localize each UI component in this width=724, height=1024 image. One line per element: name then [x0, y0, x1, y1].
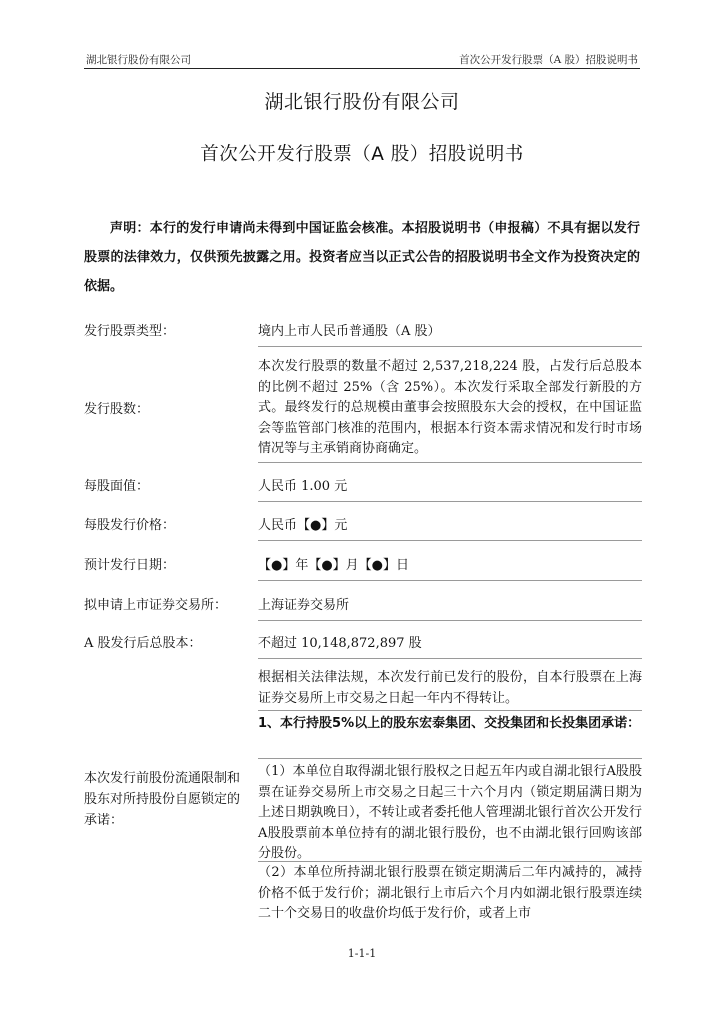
- exchange-label: 拟申请上市证券交易所：: [84, 598, 228, 613]
- lockup-heading: 1、本行持股5%以上的股东宏泰集团、交投集团和长投集团承诺：: [258, 716, 641, 731]
- total-capital-value: 不超过 10,148,872,897 股: [258, 636, 422, 651]
- par-value-value: 人民币 1.00 元: [258, 479, 348, 494]
- issue-date-label: 预计发行日期：: [84, 558, 176, 573]
- shares-value: 本次发行股票的数量不超过 2,537,218,224 股，占发行后总股本的比例不超过 25%（含 25%）。本次发行采取全部发行新股的方式。最终发行的总规模由董事会按照股东大会的授权，在中国证监会等监管部门核准的范围内，根据本行资本需求情况和发行时市场情况等与主承销商协商确定。: [258, 359, 642, 456]
- stock-type-value: 境内上市人民币普通股（A 股）: [258, 324, 441, 339]
- separator: [258, 540, 642, 541]
- separator: [258, 580, 642, 581]
- total-capital-label: A 股发行后总股本：: [84, 636, 202, 651]
- issue-price-value: 人民币【●】元: [258, 518, 348, 533]
- issue-price-label: 每股发行价格：: [84, 518, 176, 533]
- separator: [258, 346, 642, 347]
- shares-label: 发行股数：: [84, 402, 150, 417]
- header-doc-title: 首次公开发行股票（A 股）招股说明书: [459, 54, 638, 66]
- separator: [258, 710, 642, 711]
- running-header: [84, 50, 640, 69]
- lockup-label: 本次发行前股份流通限制和股东对所持股份自愿锁定的承诺：: [84, 771, 241, 828]
- declaration: 声明：本行的发行申请尚未得到中国证监会核准。本招股说明书（申报稿）不具有据以发行股票的法律效力，仅供预先披露之用。投资者应当以正式公告的招股说明书全文作为投资决定的依据。: [84, 221, 640, 294]
- lockup-item-2: （2）本单位所持湖北银行股票在锁定期满后二年内减持的，减持价格不低于发行价；湖北银行上市后六个月内如湖北银行股票连续二十个交易日的收盘价均低于发行价，或者上市: [258, 865, 642, 921]
- page-number: 1-1-1: [347, 947, 377, 960]
- separator: [258, 501, 642, 502]
- issue-date-value: 【●】年【●】月【●】日: [258, 558, 410, 573]
- separator: [258, 620, 642, 621]
- document-title: 首次公开发行股票（A 股）招股说明书: [200, 144, 524, 165]
- lockup-item-1: （1）本单位自取得湖北银行股权之日起五年内或自湖北银行A股股票在证券交易所上市交易之日起三十六个月内（锁定期届满日期为上述日期孰晚日），不转让或者委托他人管理湖北银行首次公开发行A股股票前本单位持有的湖北银行股份，也不由湖北银行回购该部分股份。: [258, 764, 642, 861]
- separator: [258, 861, 642, 862]
- header-company: 湖北银行股份有限公司: [86, 54, 191, 66]
- separator: [258, 658, 642, 659]
- company-title: 湖北银行股份有限公司: [264, 91, 460, 113]
- exchange-value: 上海证券交易所: [258, 598, 350, 613]
- separator: [258, 462, 642, 463]
- stock-type-label: 发行股票类型：: [84, 324, 176, 339]
- lockup-intro: 根据相关法律法规，本次发行前已发行的股份，自本行股票在上海证券交易所上市交易之日起一年内不得转让。: [258, 670, 642, 706]
- par-value-label: 每股面值：: [84, 479, 150, 494]
- separator: [258, 758, 642, 759]
